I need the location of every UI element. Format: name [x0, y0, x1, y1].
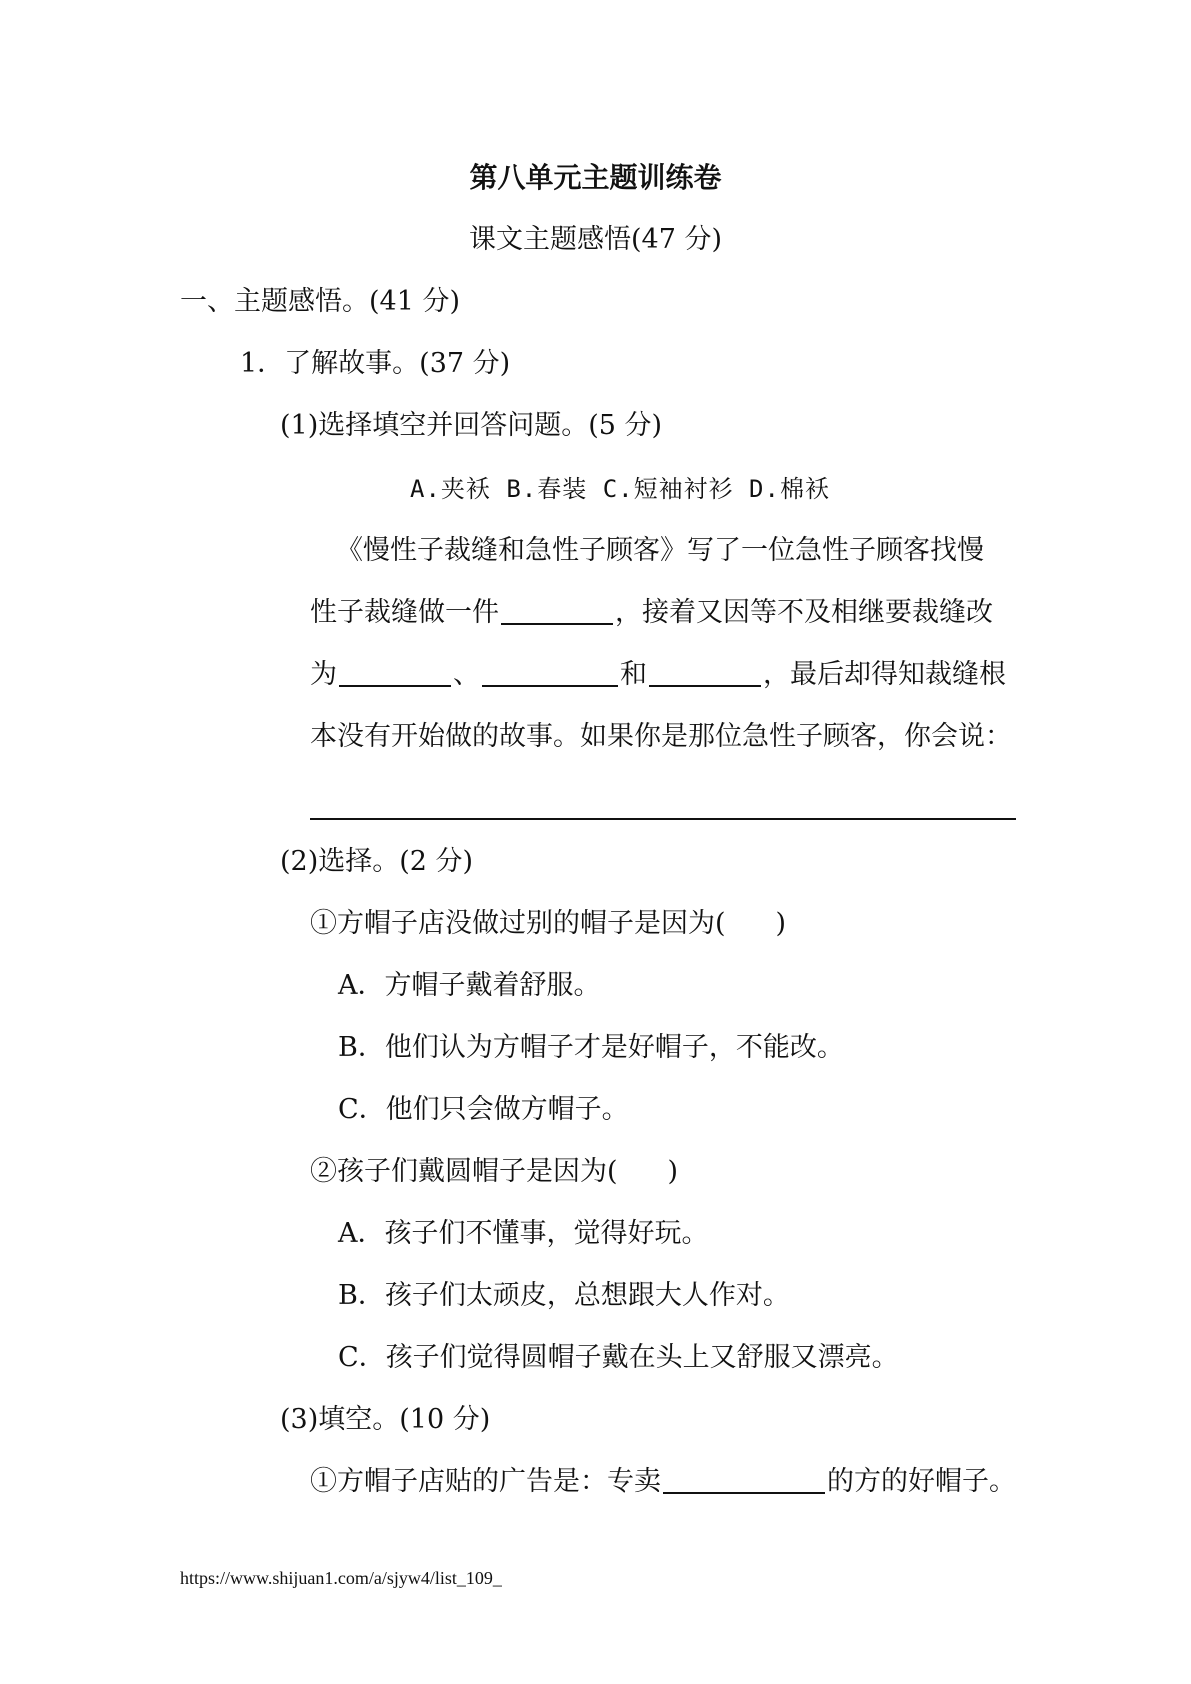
text-segment: ，最后却得知裁缝根: [763, 659, 1006, 690]
text-segment: ①方帽子店贴的广告是：专卖: [310, 1466, 661, 1497]
text-segment: 性子裁缝做一件: [310, 597, 499, 628]
page-title: 第八单元主题训练卷: [469, 161, 722, 194]
question-1-heading: 1．了解故事。(37 分): [240, 348, 511, 379]
paragraph-line-3: [310, 655, 1006, 695]
choice-options: A.夹袄 B.春装 C.短袖衬衫 D.棉袄: [410, 475, 830, 503]
footer-url: https://www.shijuan1.com/a/sjyw4/list_109_: [180, 1568, 502, 1588]
paragraph-line-2: [310, 593, 993, 633]
fill-blank-3[interactable]: [482, 659, 618, 687]
text-segment: 为: [310, 659, 337, 690]
text-segment: 的方的好帽子。: [827, 1466, 1016, 1497]
question-1-1-label: (1)选择填空并回答问题。(5 分): [280, 410, 663, 441]
paragraph-line-4: 本没有开始做的故事。如果你是那位急性子顾客，你会说：: [310, 721, 1012, 752]
text-segment: ): [775, 908, 787, 939]
answer-line[interactable]: [310, 818, 1016, 820]
sub-question-1-stem: [310, 904, 786, 944]
paragraph-line-1: 《慢性子裁缝和急性子顾客》写了一位急性子顾客找慢: [336, 535, 984, 566]
text-segment: 、: [453, 659, 480, 690]
section-heading: 一、主题感悟。(41 分): [180, 286, 461, 317]
option-a: A．孩子们不懂事，觉得好玩。: [338, 1218, 709, 1249]
text-segment: ，接着又因等不及相继要裁缝改: [615, 597, 993, 628]
question-1-2-label: (2)选择。(2 分): [280, 846, 474, 877]
option-a: A．方帽子戴着舒服。: [338, 970, 601, 1001]
fill-blank-1[interactable]: [501, 597, 613, 625]
text-segment: 和: [620, 659, 647, 690]
fill-blank-2[interactable]: [339, 659, 451, 687]
sub-question-2-stem: [310, 1152, 678, 1192]
option-c: C．孩子们觉得圆帽子戴在头上又舒服又漂亮。: [338, 1342, 899, 1373]
option-b: B．孩子们太顽皮，总想跟大人作对。: [338, 1280, 790, 1311]
option-b: B．他们认为方帽子才是好帽子，不能改。: [338, 1032, 844, 1063]
fill-blank-5[interactable]: [663, 1466, 825, 1494]
page-subtitle: 课文主题感悟(47 分): [468, 224, 722, 255]
fill-in-line: [310, 1462, 1016, 1502]
text-segment: ②孩子们戴圆帽子是因为(: [310, 1156, 618, 1187]
option-c: C．他们只会做方帽子。: [338, 1094, 629, 1125]
text-segment: ①方帽子店没做过别的帽子是因为(: [310, 908, 726, 939]
question-1-3-label: (3)填空。(10 分): [280, 1404, 491, 1435]
fill-blank-4[interactable]: [649, 659, 761, 687]
text-segment: ): [667, 1156, 679, 1187]
